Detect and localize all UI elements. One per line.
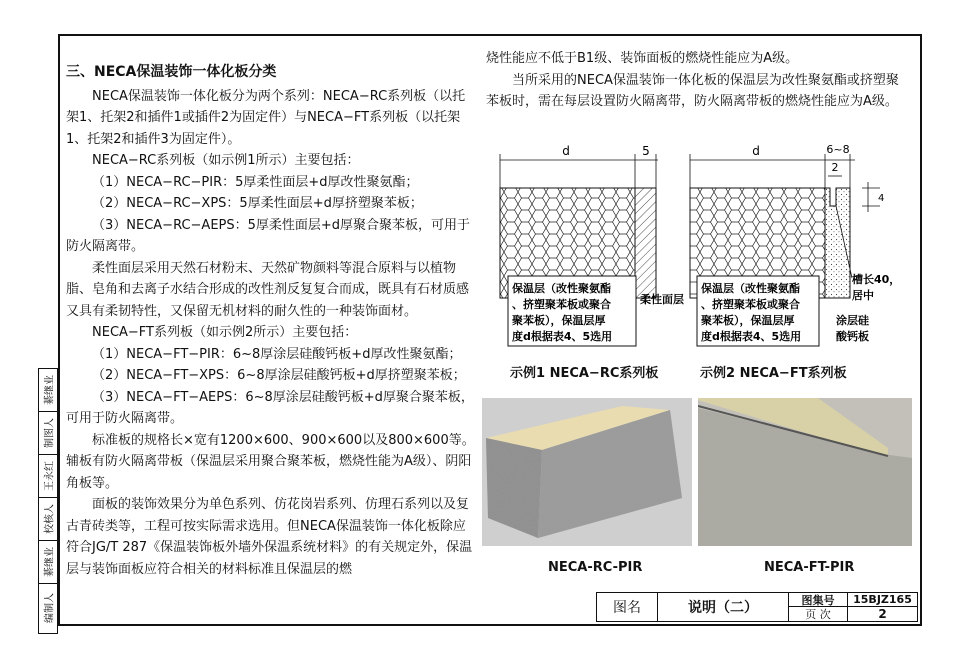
- left-column: [66, 62, 476, 580]
- callout-line: 、挤塑聚苯板或聚合: [512, 298, 611, 311]
- callout-line: 、挤塑聚苯板或聚合: [701, 298, 800, 311]
- diagram-rc: [500, 144, 684, 346]
- right-column: [486, 48, 906, 113]
- groove-label: 槽长40，: [852, 273, 901, 286]
- groove-label: 居中: [852, 289, 874, 302]
- paragraph: 柔性面层采用天然石材粉末、天然矿物颜料等混合原料与以植物脂、皂角和去离子水结合形成的改性剂反复复合而成，既具有石材质感又具有柔韧特性，又保留无机材料的耐久性的一种装饰面材。: [66, 260, 470, 319]
- dim-4: 4: [878, 193, 885, 204]
- title-block: [596, 592, 918, 622]
- dim-2: 2: [831, 161, 839, 174]
- list-item: （3）NECA−RC−AEPS：5厚柔性面层+d厚聚合聚苯板，可用于防火隔离带。: [66, 217, 471, 254]
- dim-d: d: [562, 144, 570, 158]
- paragraph: 烧性能应不低于B1级、装饰面板的燃烧性能应为A级。: [486, 51, 799, 66]
- paragraph: 当所采用的NECA保温装饰一体化板的保温层为改性聚氨酯或挤塑聚苯板时，需在每层设置防火隔离带，防火隔离带板的燃烧性能应为A级。: [486, 72, 899, 109]
- list-item: （1）NECA−RC−PIR：5厚柔性面层+d厚改性聚氨酯；: [92, 174, 419, 190]
- face-label: 柔性面层: [640, 293, 684, 306]
- list-item: （3）NECA−FT−AEPS：6~8厚涂层硅酸钙板+d厚聚合聚苯板，可用于防火隔离带。: [66, 389, 474, 426]
- section-heading: 三、NECA保温装饰一体化板分类: [66, 64, 277, 80]
- title-label: 图名: [596, 592, 658, 622]
- callout-line: 聚苯板），保温层厚: [512, 314, 606, 327]
- caption-example-1: 示例1 NECA−RC系列板: [510, 366, 659, 381]
- section-diagrams: [490, 138, 910, 350]
- sidebar-cell: 校核人: [39, 498, 57, 541]
- list-item: （1）NECA−FT−PIR：6~8厚涂层硅酸钙板+d厚改性聚氨酯；: [92, 346, 462, 362]
- sidebar-cell: 编制人: [44, 593, 56, 623]
- paragraph: NECA−RC系列板（如示例1所示）主要包括：: [92, 153, 360, 168]
- paragraph: 标准板的规格长×宽有1200×600、900×600以及800×600等。辅板有防火隔离带板（保温层采用聚合聚苯板，燃烧性能为A级）、阴阳角板等。: [66, 432, 475, 491]
- list-item: （2）NECA−RC−XPS：5厚柔性面层+d厚挤塑聚苯板；: [92, 196, 423, 211]
- paragraph: NECA−FT系列板（如示例2所示）主要包括：: [92, 325, 358, 340]
- paragraph: NECA保温装饰一体化板分为两个系列：NECA−RC系列板（以托架1、托架2和插件1或插件2为固定件）与NECA−FT系列板（以托架1、托架2和插件3为固定件）。: [66, 88, 466, 147]
- dim-6-8: 6~8: [826, 143, 850, 156]
- coat-label: 酸钙板: [836, 330, 869, 343]
- list-item: （2）NECA−FT−XPS：6~8厚涂层硅酸钙板+d厚挤塑聚苯板；: [92, 368, 466, 383]
- sidebar-cell: 王永红: [39, 455, 57, 498]
- atlas-number: 15BJZ165: [847, 592, 918, 607]
- sidebar-cell: 綦继业: [39, 369, 57, 412]
- dim-d: d: [752, 144, 760, 158]
- page-number: 2: [847, 606, 918, 622]
- callout-line: 度d根据表4、5选用: [701, 330, 802, 343]
- page-label: 页 次: [788, 606, 848, 622]
- paragraph: 面板的装饰效果分为单色系列、仿花岗岩系列、仿理石系列以及复古青砖类等，工程可按实际需求选用。但NECA保温装饰一体化板除应符合JG/T 287《保温装饰板外墙外保温系统材料》的有关规定外，保温层与装饰面板应符合相关的材料标准且保温层的燃: [66, 497, 473, 577]
- dim-5: 5: [642, 144, 650, 158]
- callout-line: 聚苯板），保温层厚: [701, 314, 795, 327]
- callout-line: 保温层（改性聚氨酯: [512, 282, 611, 295]
- callout-line: 度d根据表4、5选用: [512, 330, 613, 343]
- drawing-title: 说明（二）: [657, 592, 789, 622]
- coat-label: 涂层硅: [836, 314, 869, 327]
- photo-label-ft: NECA-FT-PIR: [764, 560, 855, 575]
- photo-ft-pir: [698, 398, 912, 546]
- sidebar-cell: 制图人: [39, 412, 57, 455]
- atlas-label: 图集号: [788, 592, 848, 607]
- callout-line: 保温层（改性聚氨酯: [701, 282, 800, 295]
- caption-example-2: 示例2 NECA−FT系列板: [700, 366, 847, 381]
- signature-strip: [38, 368, 58, 634]
- sidebar-cell: 綦继业: [39, 541, 57, 584]
- photo-label-rc: NECA-RC-PIR: [548, 560, 643, 575]
- photo-rc-pir: [482, 398, 692, 546]
- diagram-ft: [690, 143, 900, 346]
